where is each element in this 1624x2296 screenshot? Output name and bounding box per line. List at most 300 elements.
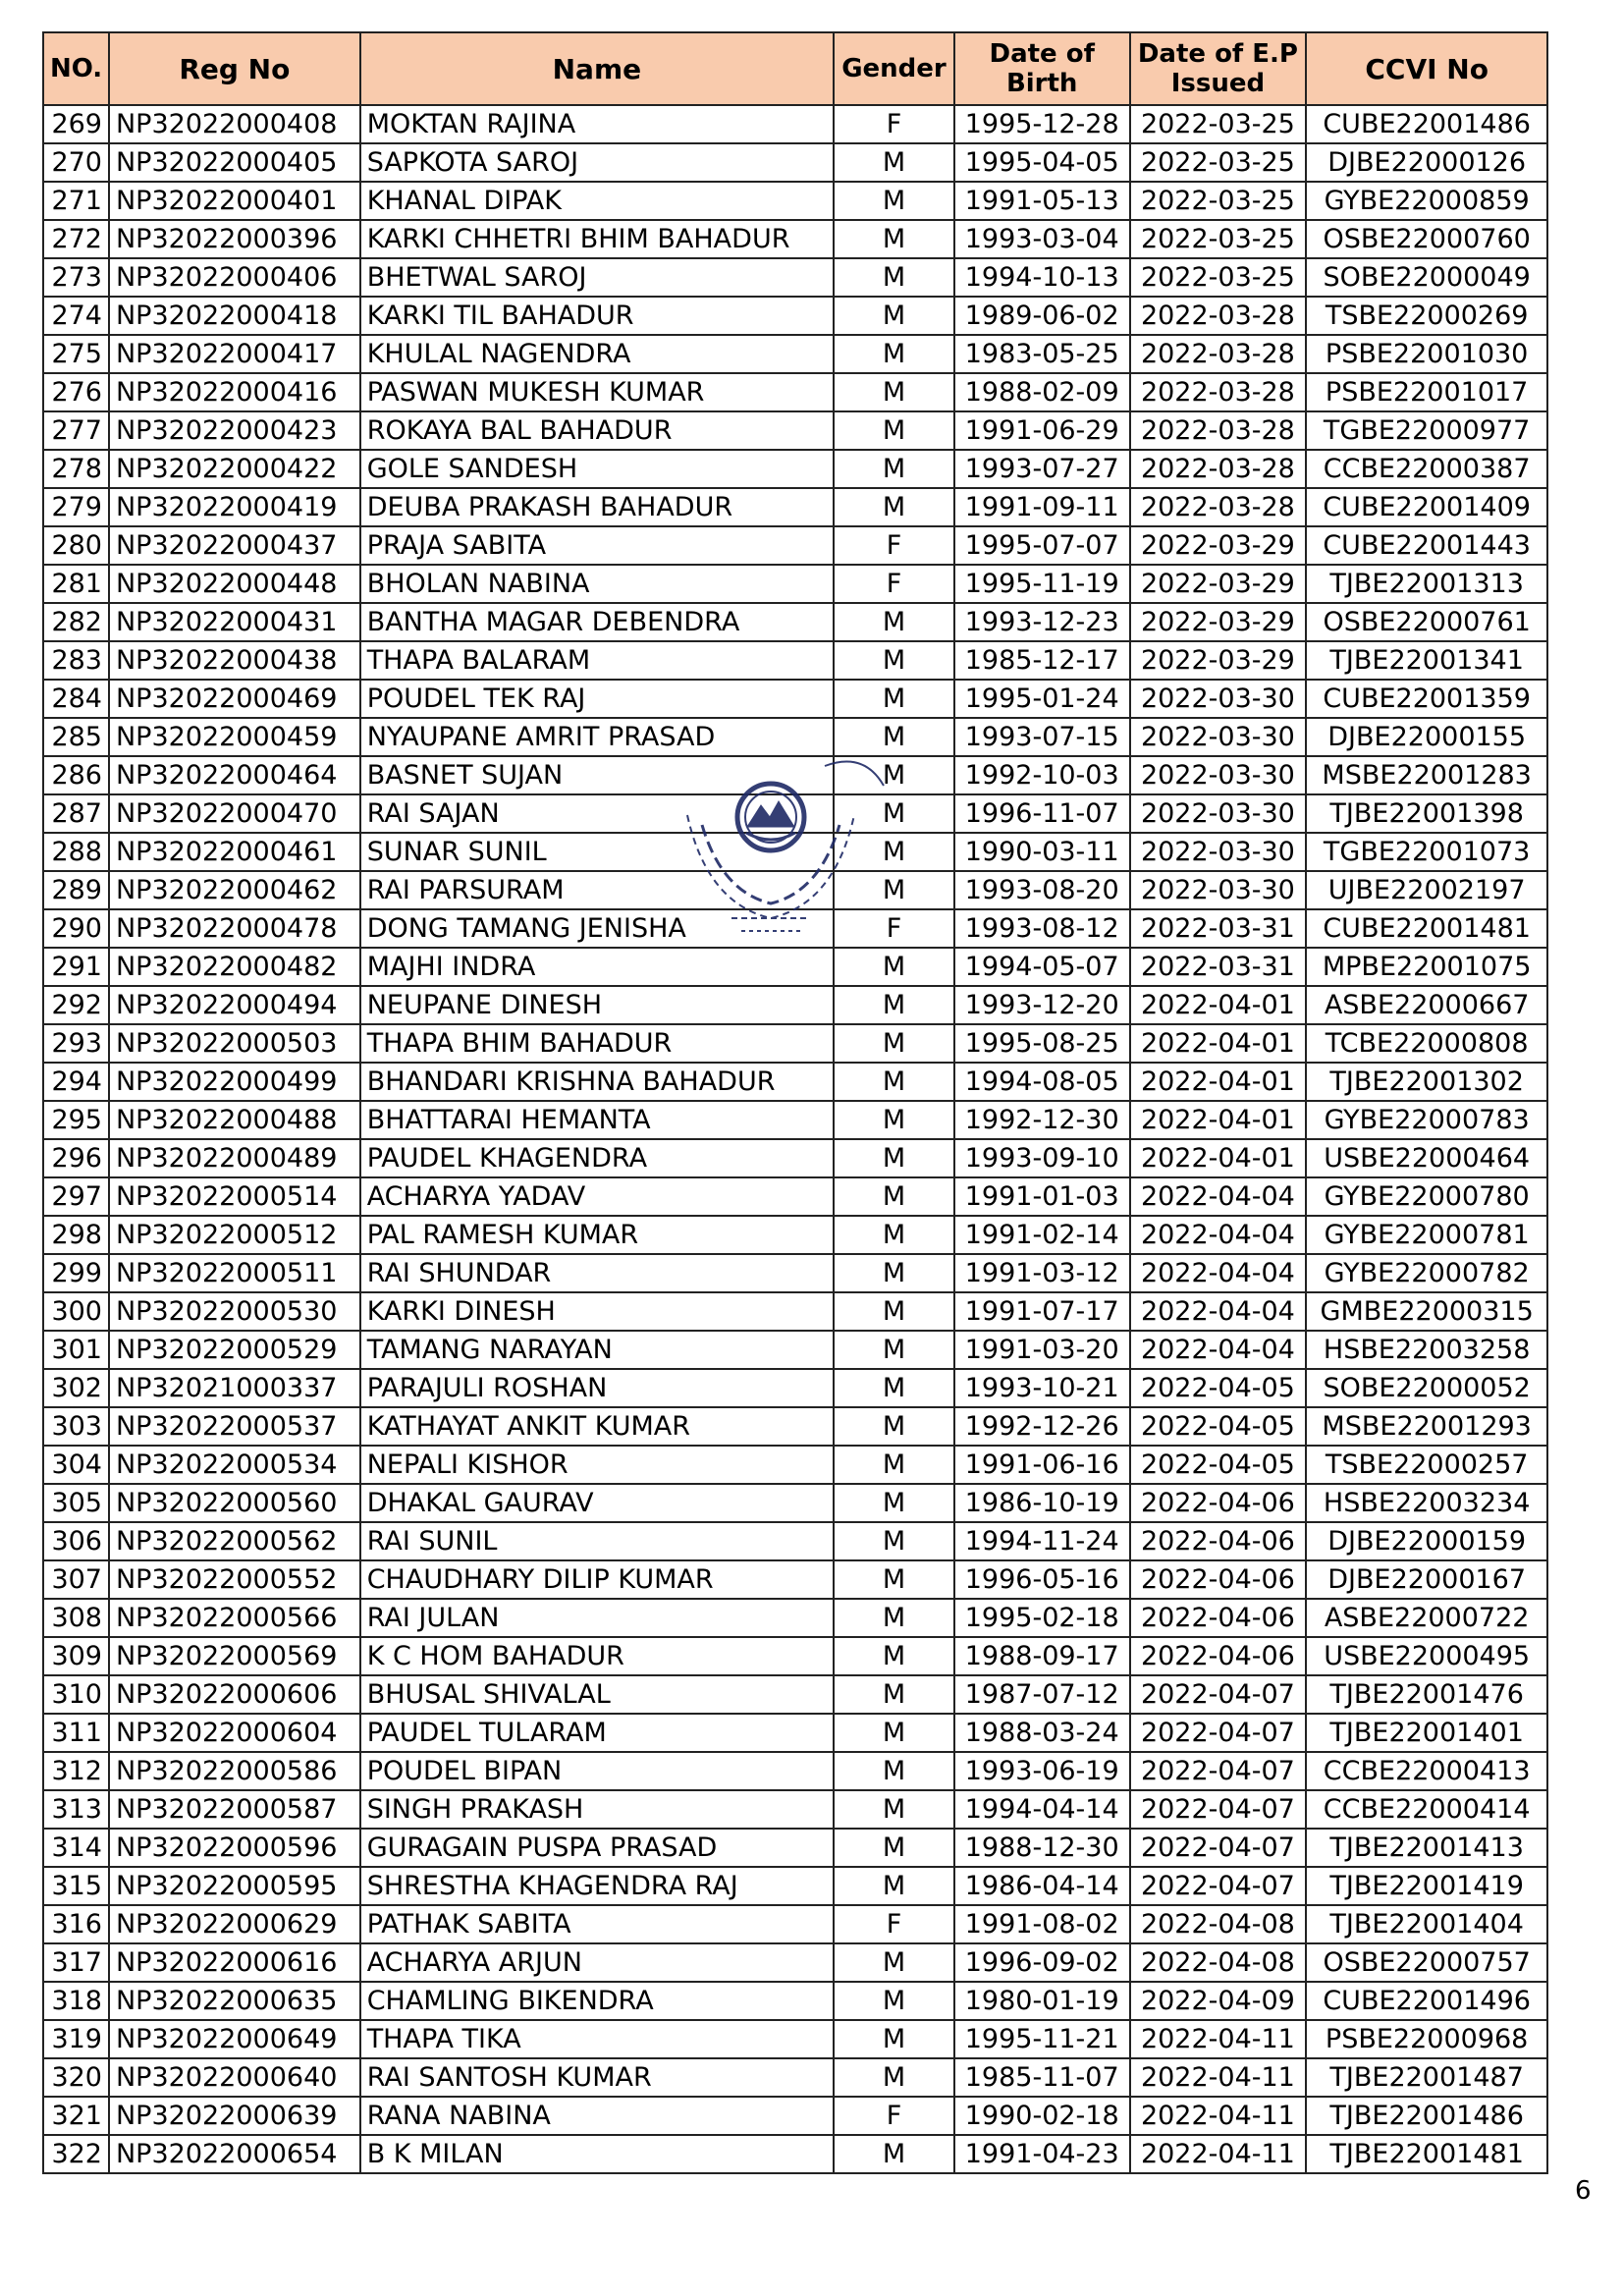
cell-gender: M bbox=[834, 794, 954, 833]
cell-ccvi-no: GYBE22000780 bbox=[1306, 1177, 1547, 1216]
cell-ccvi-no: GYBE22000783 bbox=[1306, 1101, 1547, 1139]
table-row bbox=[43, 220, 1547, 258]
cell-date-of-birth: 1986-10-19 bbox=[954, 1484, 1130, 1522]
header-ccvi-no: CCVI No bbox=[1306, 32, 1547, 105]
table-row bbox=[43, 1675, 1547, 1714]
cell-reg-no: NP32022000469 bbox=[109, 680, 360, 718]
table-row bbox=[43, 182, 1547, 220]
cell-date-ep-issued: 2022-04-07 bbox=[1130, 1752, 1307, 1790]
cell-gender: M bbox=[834, 1675, 954, 1714]
cell-name: RAI SHUNDAR bbox=[360, 1254, 834, 1292]
cell-reg-no: NP32022000416 bbox=[109, 373, 360, 411]
cell-row-no: 286 bbox=[43, 756, 109, 794]
cell-date-of-birth: 1988-03-24 bbox=[954, 1714, 1130, 1752]
table-row bbox=[43, 603, 1547, 641]
cell-name: BASNET SUJAN bbox=[360, 756, 834, 794]
cell-name: THAPA TIKA bbox=[360, 2020, 834, 2058]
header-gender: Gender bbox=[834, 32, 954, 105]
table-row bbox=[43, 335, 1547, 373]
cell-reg-no: NP32022000431 bbox=[109, 603, 360, 641]
table-row bbox=[43, 718, 1547, 756]
cell-date-ep-issued: 2022-04-01 bbox=[1130, 1139, 1307, 1177]
cell-date-of-birth: 1991-09-11 bbox=[954, 488, 1130, 526]
cell-gender: F bbox=[834, 526, 954, 565]
cell-name: RANA NABINA bbox=[360, 2097, 834, 2135]
cell-date-of-birth: 1993-10-21 bbox=[954, 1369, 1130, 1407]
cell-gender: M bbox=[834, 1637, 954, 1675]
table-row bbox=[43, 411, 1547, 450]
cell-gender: M bbox=[834, 1599, 954, 1637]
cell-row-no: 287 bbox=[43, 794, 109, 833]
cell-reg-no: NP32022000586 bbox=[109, 1752, 360, 1790]
cell-gender: M bbox=[834, 450, 954, 488]
cell-reg-no: NP32022000512 bbox=[109, 1216, 360, 1254]
cell-reg-no: NP32022000417 bbox=[109, 335, 360, 373]
cell-reg-no: NP32022000595 bbox=[109, 1867, 360, 1905]
table-row bbox=[43, 488, 1547, 526]
cell-ccvi-no: CUBE22001359 bbox=[1306, 680, 1547, 718]
table-row bbox=[43, 641, 1547, 680]
cell-name: GOLE SANDESH bbox=[360, 450, 834, 488]
table-row bbox=[43, 1216, 1547, 1254]
cell-name: DHAKAL GAURAV bbox=[360, 1484, 834, 1522]
cell-row-no: 292 bbox=[43, 986, 109, 1024]
cell-reg-no: NP32021000337 bbox=[109, 1369, 360, 1407]
cell-name: DEUBA PRAKASH BAHADUR bbox=[360, 488, 834, 526]
cell-row-no: 293 bbox=[43, 1024, 109, 1063]
cell-gender: F bbox=[834, 909, 954, 948]
table-row bbox=[43, 1063, 1547, 1101]
cell-name: KATHAYAT ANKIT KUMAR bbox=[360, 1407, 834, 1446]
cell-gender: M bbox=[834, 986, 954, 1024]
cell-gender: F bbox=[834, 105, 954, 143]
cell-reg-no: NP32022000459 bbox=[109, 718, 360, 756]
cell-reg-no: NP32022000635 bbox=[109, 1982, 360, 2020]
cell-name: THAPA BALARAM bbox=[360, 641, 834, 680]
cell-row-no: 305 bbox=[43, 1484, 109, 1522]
cell-name: BANTHA MAGAR DEBENDRA bbox=[360, 603, 834, 641]
cell-name: SUNAR SUNIL bbox=[360, 833, 834, 871]
cell-name: TAMANG NARAYAN bbox=[360, 1331, 834, 1369]
table-row bbox=[43, 258, 1547, 297]
cell-reg-no: NP32022000405 bbox=[109, 143, 360, 182]
table-row bbox=[43, 1024, 1547, 1063]
cell-row-no: 291 bbox=[43, 948, 109, 986]
cell-ccvi-no: TJBE22001413 bbox=[1306, 1829, 1547, 1867]
cell-ccvi-no: CCBE22000414 bbox=[1306, 1790, 1547, 1829]
table-row bbox=[43, 1177, 1547, 1216]
cell-ccvi-no: DJBE22000159 bbox=[1306, 1522, 1547, 1560]
cell-date-of-birth: 1987-07-12 bbox=[954, 1675, 1130, 1714]
cell-date-of-birth: 1980-01-19 bbox=[954, 1982, 1130, 2020]
cell-date-ep-issued: 2022-03-28 bbox=[1130, 335, 1307, 373]
cell-date-ep-issued: 2022-03-29 bbox=[1130, 641, 1307, 680]
cell-ccvi-no: MSBE22001283 bbox=[1306, 756, 1547, 794]
cell-row-no: 314 bbox=[43, 1829, 109, 1867]
cell-date-ep-issued: 2022-03-30 bbox=[1130, 756, 1307, 794]
cell-name: BHUSAL SHIVALAL bbox=[360, 1675, 834, 1714]
cell-name: KARKI CHHETRI BHIM BAHADUR bbox=[360, 220, 834, 258]
cell-date-ep-issued: 2022-03-30 bbox=[1130, 833, 1307, 871]
cell-reg-no: NP32022000534 bbox=[109, 1446, 360, 1484]
cell-gender: F bbox=[834, 565, 954, 603]
cell-name: PAL RAMESH KUMAR bbox=[360, 1216, 834, 1254]
cell-gender: M bbox=[834, 1982, 954, 2020]
cell-reg-no: NP32022000462 bbox=[109, 871, 360, 909]
page-number: 6 bbox=[1575, 2176, 1592, 2206]
cell-date-ep-issued: 2022-04-05 bbox=[1130, 1407, 1307, 1446]
cell-reg-no: NP32022000464 bbox=[109, 756, 360, 794]
cell-date-of-birth: 1995-07-07 bbox=[954, 526, 1130, 565]
cell-date-of-birth: 1983-05-25 bbox=[954, 335, 1130, 373]
cell-date-of-birth: 1995-01-24 bbox=[954, 680, 1130, 718]
cell-gender: M bbox=[834, 297, 954, 335]
cell-ccvi-no: TGBE22001073 bbox=[1306, 833, 1547, 871]
cell-name: KARKI TIL BAHADUR bbox=[360, 297, 834, 335]
cell-date-ep-issued: 2022-04-07 bbox=[1130, 1867, 1307, 1905]
cell-date-ep-issued: 2022-04-06 bbox=[1130, 1522, 1307, 1560]
cell-row-no: 275 bbox=[43, 335, 109, 373]
cell-row-no: 290 bbox=[43, 909, 109, 948]
cell-row-no: 288 bbox=[43, 833, 109, 871]
cell-reg-no: NP32022000629 bbox=[109, 1905, 360, 1943]
table-row bbox=[43, 1790, 1547, 1829]
cell-ccvi-no: ASBE22000667 bbox=[1306, 986, 1547, 1024]
cell-reg-no: NP32022000470 bbox=[109, 794, 360, 833]
cell-row-no: 285 bbox=[43, 718, 109, 756]
cell-date-ep-issued: 2022-03-25 bbox=[1130, 143, 1307, 182]
cell-date-of-birth: 1991-03-12 bbox=[954, 1254, 1130, 1292]
cell-reg-no: NP32022000448 bbox=[109, 565, 360, 603]
cell-reg-no: NP32022000560 bbox=[109, 1484, 360, 1522]
cell-reg-no: NP32022000418 bbox=[109, 297, 360, 335]
cell-date-ep-issued: 2022-04-04 bbox=[1130, 1254, 1307, 1292]
cell-date-ep-issued: 2022-04-07 bbox=[1130, 1675, 1307, 1714]
cell-gender: M bbox=[834, 1177, 954, 1216]
cell-date-ep-issued: 2022-04-05 bbox=[1130, 1369, 1307, 1407]
cell-gender: M bbox=[834, 335, 954, 373]
cell-gender: M bbox=[834, 1254, 954, 1292]
cell-date-of-birth: 1994-10-13 bbox=[954, 258, 1130, 297]
cell-date-of-birth: 1991-01-03 bbox=[954, 1177, 1130, 1216]
cell-name: SINGH PRAKASH bbox=[360, 1790, 834, 1829]
cell-date-of-birth: 1993-03-04 bbox=[954, 220, 1130, 258]
table-row bbox=[43, 1407, 1547, 1446]
cell-ccvi-no: DJBE22000155 bbox=[1306, 718, 1547, 756]
cell-gender: M bbox=[834, 1369, 954, 1407]
cell-reg-no: NP32022000569 bbox=[109, 1637, 360, 1675]
cell-gender: M bbox=[834, 871, 954, 909]
cell-date-of-birth: 1986-04-14 bbox=[954, 1867, 1130, 1905]
cell-ccvi-no: GMBE22000315 bbox=[1306, 1292, 1547, 1331]
cell-date-ep-issued: 2022-04-01 bbox=[1130, 1024, 1307, 1063]
cell-date-ep-issued: 2022-03-28 bbox=[1130, 297, 1307, 335]
cell-date-of-birth: 1988-02-09 bbox=[954, 373, 1130, 411]
table-row bbox=[43, 948, 1547, 986]
header-ep-line2: Issued bbox=[1170, 69, 1266, 98]
cell-date-of-birth: 1991-06-16 bbox=[954, 1446, 1130, 1484]
cell-date-ep-issued: 2022-04-06 bbox=[1130, 1560, 1307, 1599]
table-row bbox=[43, 986, 1547, 1024]
cell-gender: M bbox=[834, 1292, 954, 1331]
table-row bbox=[43, 450, 1547, 488]
cell-date-ep-issued: 2022-03-25 bbox=[1130, 105, 1307, 143]
cell-date-ep-issued: 2022-03-28 bbox=[1130, 488, 1307, 526]
cell-date-ep-issued: 2022-03-30 bbox=[1130, 680, 1307, 718]
cell-reg-no: NP32022000437 bbox=[109, 526, 360, 565]
cell-date-of-birth: 1988-12-30 bbox=[954, 1829, 1130, 1867]
cell-ccvi-no: TJBE22001486 bbox=[1306, 2097, 1547, 2135]
cell-date-ep-issued: 2022-03-31 bbox=[1130, 948, 1307, 986]
cell-ccvi-no: TJBE22001487 bbox=[1306, 2058, 1547, 2097]
table-row bbox=[43, 1599, 1547, 1637]
cell-date-of-birth: 1991-07-17 bbox=[954, 1292, 1130, 1331]
cell-row-no: 320 bbox=[43, 2058, 109, 2097]
cell-name: PAUDEL TULARAM bbox=[360, 1714, 834, 1752]
cell-row-no: 289 bbox=[43, 871, 109, 909]
cell-date-of-birth: 1985-11-07 bbox=[954, 2058, 1130, 2097]
cell-ccvi-no: CCBE22000413 bbox=[1306, 1752, 1547, 1790]
cell-date-ep-issued: 2022-04-05 bbox=[1130, 1446, 1307, 1484]
cell-row-no: 299 bbox=[43, 1254, 109, 1292]
table-row bbox=[43, 2135, 1547, 2173]
table-row bbox=[43, 297, 1547, 335]
cell-name: MAJHI INDRA bbox=[360, 948, 834, 986]
cell-gender: M bbox=[834, 1216, 954, 1254]
cell-gender: M bbox=[834, 1139, 954, 1177]
cell-reg-no: NP32022000530 bbox=[109, 1292, 360, 1331]
cell-row-no: 319 bbox=[43, 2020, 109, 2058]
cell-row-no: 269 bbox=[43, 105, 109, 143]
cell-gender: M bbox=[834, 1024, 954, 1063]
cell-date-ep-issued: 2022-04-06 bbox=[1130, 1484, 1307, 1522]
cell-gender: M bbox=[834, 2135, 954, 2173]
cell-ccvi-no: TJBE22001404 bbox=[1306, 1905, 1547, 1943]
cell-gender: M bbox=[834, 948, 954, 986]
cell-ccvi-no: GYBE22000781 bbox=[1306, 1216, 1547, 1254]
cell-name: KHANAL DIPAK bbox=[360, 182, 834, 220]
header-dob-line1: Date of bbox=[989, 39, 1095, 69]
cell-row-no: 298 bbox=[43, 1216, 109, 1254]
table-row bbox=[43, 1829, 1547, 1867]
cell-date-of-birth: 1992-12-30 bbox=[954, 1101, 1130, 1139]
cell-date-ep-issued: 2022-04-04 bbox=[1130, 1216, 1307, 1254]
table-row bbox=[43, 373, 1547, 411]
cell-name: KHULAL NAGENDRA bbox=[360, 335, 834, 373]
cell-gender: M bbox=[834, 1829, 954, 1867]
cell-reg-no: NP32022000419 bbox=[109, 488, 360, 526]
cell-row-no: 313 bbox=[43, 1790, 109, 1829]
cell-gender: M bbox=[834, 1446, 954, 1484]
cell-gender: M bbox=[834, 2020, 954, 2058]
cell-reg-no: NP32022000478 bbox=[109, 909, 360, 948]
cell-date-of-birth: 1995-04-05 bbox=[954, 143, 1130, 182]
cell-date-ep-issued: 2022-04-04 bbox=[1130, 1177, 1307, 1216]
cell-ccvi-no: UJBE22002197 bbox=[1306, 871, 1547, 909]
cell-name: NEUPANE DINESH bbox=[360, 986, 834, 1024]
cell-ccvi-no: TCBE22000808 bbox=[1306, 1024, 1547, 1063]
cell-ccvi-no: OSBE22000761 bbox=[1306, 603, 1547, 641]
header-dob-line2: Birth bbox=[1005, 69, 1078, 98]
cell-name: RAI SAJAN bbox=[360, 794, 834, 833]
table-row bbox=[43, 1522, 1547, 1560]
table-row bbox=[43, 2020, 1547, 2058]
table-row bbox=[43, 1943, 1547, 1982]
cell-date-ep-issued: 2022-03-25 bbox=[1130, 258, 1307, 297]
cell-row-no: 301 bbox=[43, 1331, 109, 1369]
cell-ccvi-no: ASBE22000722 bbox=[1306, 1599, 1547, 1637]
cell-name: SAPKOTA SAROJ bbox=[360, 143, 834, 182]
cell-row-no: 296 bbox=[43, 1139, 109, 1177]
cell-row-no: 300 bbox=[43, 1292, 109, 1331]
cell-reg-no: NP32022000511 bbox=[109, 1254, 360, 1292]
cell-ccvi-no: DJBE22000167 bbox=[1306, 1560, 1547, 1599]
cell-ccvi-no: OSBE22000760 bbox=[1306, 220, 1547, 258]
cell-reg-no: NP32022000616 bbox=[109, 1943, 360, 1982]
cell-gender: M bbox=[834, 373, 954, 411]
cell-reg-no: NP32022000552 bbox=[109, 1560, 360, 1599]
cell-reg-no: NP32022000562 bbox=[109, 1522, 360, 1560]
cell-row-no: 322 bbox=[43, 2135, 109, 2173]
cell-reg-no: NP32022000649 bbox=[109, 2020, 360, 2058]
cell-name: ACHARYA ARJUN bbox=[360, 1943, 834, 1982]
cell-name: THAPA BHIM BAHADUR bbox=[360, 1024, 834, 1063]
cell-date-ep-issued: 2022-03-30 bbox=[1130, 794, 1307, 833]
cell-date-ep-issued: 2022-03-29 bbox=[1130, 565, 1307, 603]
cell-row-no: 302 bbox=[43, 1369, 109, 1407]
cell-row-no: 278 bbox=[43, 450, 109, 488]
cell-date-of-birth: 1993-09-10 bbox=[954, 1139, 1130, 1177]
cell-row-no: 276 bbox=[43, 373, 109, 411]
cell-date-of-birth: 1991-03-20 bbox=[954, 1331, 1130, 1369]
cell-gender: M bbox=[834, 603, 954, 641]
cell-name: RAI JULAN bbox=[360, 1599, 834, 1637]
cell-date-of-birth: 1988-09-17 bbox=[954, 1637, 1130, 1675]
cell-gender: M bbox=[834, 641, 954, 680]
cell-date-of-birth: 1995-11-21 bbox=[954, 2020, 1130, 2058]
cell-row-no: 306 bbox=[43, 1522, 109, 1560]
cell-reg-no: NP32022000529 bbox=[109, 1331, 360, 1369]
cell-name: RAI PARSURAM bbox=[360, 871, 834, 909]
cell-date-of-birth: 1985-12-17 bbox=[954, 641, 1130, 680]
table-header-row bbox=[43, 32, 1547, 105]
cell-gender: M bbox=[834, 411, 954, 450]
cell-ccvi-no: GYBE22000859 bbox=[1306, 182, 1547, 220]
cell-ccvi-no: TJBE22001302 bbox=[1306, 1063, 1547, 1101]
cell-row-no: 294 bbox=[43, 1063, 109, 1101]
cell-date-of-birth: 1995-11-19 bbox=[954, 565, 1130, 603]
cell-ccvi-no: TSBE22000269 bbox=[1306, 297, 1547, 335]
cell-reg-no: NP32022000489 bbox=[109, 1139, 360, 1177]
cell-date-of-birth: 1993-06-19 bbox=[954, 1752, 1130, 1790]
cell-date-ep-issued: 2022-04-06 bbox=[1130, 1599, 1307, 1637]
cell-name: ROKAYA BAL BAHADUR bbox=[360, 411, 834, 450]
cell-row-no: 295 bbox=[43, 1101, 109, 1139]
cell-gender: M bbox=[834, 2058, 954, 2097]
cell-ccvi-no: TJBE22001476 bbox=[1306, 1675, 1547, 1714]
cell-gender: M bbox=[834, 220, 954, 258]
cell-row-no: 274 bbox=[43, 297, 109, 335]
cell-name: PASWAN MUKESH KUMAR bbox=[360, 373, 834, 411]
cell-gender: M bbox=[834, 1063, 954, 1101]
cell-ccvi-no: PSBE22001030 bbox=[1306, 335, 1547, 373]
cell-name: MOKTAN RAJINA bbox=[360, 105, 834, 143]
cell-date-ep-issued: 2022-04-08 bbox=[1130, 1905, 1307, 1943]
cell-gender: M bbox=[834, 488, 954, 526]
cell-reg-no: NP32022000396 bbox=[109, 220, 360, 258]
cell-date-ep-issued: 2022-03-28 bbox=[1130, 373, 1307, 411]
cell-date-of-birth: 1991-05-13 bbox=[954, 182, 1130, 220]
cell-gender: M bbox=[834, 1714, 954, 1752]
cell-gender: F bbox=[834, 2097, 954, 2135]
cell-row-no: 271 bbox=[43, 182, 109, 220]
cell-name: POUDEL TEK RAJ bbox=[360, 680, 834, 718]
table-row bbox=[43, 1139, 1547, 1177]
cell-name: PARAJULI ROSHAN bbox=[360, 1369, 834, 1407]
cell-ccvi-no: CUBE22001486 bbox=[1306, 105, 1547, 143]
cell-row-no: 281 bbox=[43, 565, 109, 603]
cell-name: BHOLAN NABINA bbox=[360, 565, 834, 603]
cell-reg-no: NP32022000499 bbox=[109, 1063, 360, 1101]
cell-ccvi-no: CUBE22001443 bbox=[1306, 526, 1547, 565]
table-row bbox=[43, 1292, 1547, 1331]
header-no: NO. bbox=[43, 32, 109, 105]
cell-date-ep-issued: 2022-03-25 bbox=[1130, 182, 1307, 220]
table-row bbox=[43, 1369, 1547, 1407]
cell-date-of-birth: 1995-08-25 bbox=[954, 1024, 1130, 1063]
cell-gender: M bbox=[834, 756, 954, 794]
cell-reg-no: NP32022000482 bbox=[109, 948, 360, 986]
cell-date-of-birth: 1993-12-23 bbox=[954, 603, 1130, 641]
cell-reg-no: NP32022000537 bbox=[109, 1407, 360, 1446]
cell-reg-no: NP32022000514 bbox=[109, 1177, 360, 1216]
cell-date-of-birth: 1995-02-18 bbox=[954, 1599, 1130, 1637]
cell-ccvi-no: TJBE22001481 bbox=[1306, 2135, 1547, 2173]
table-row bbox=[43, 1867, 1547, 1905]
cell-name: KARKI DINESH bbox=[360, 1292, 834, 1331]
cell-reg-no: NP32022000566 bbox=[109, 1599, 360, 1637]
cell-gender: M bbox=[834, 1331, 954, 1369]
cell-row-no: 310 bbox=[43, 1675, 109, 1714]
cell-gender: M bbox=[834, 1484, 954, 1522]
table-row bbox=[43, 1101, 1547, 1139]
cell-date-of-birth: 1995-12-28 bbox=[954, 105, 1130, 143]
cell-row-no: 273 bbox=[43, 258, 109, 297]
cell-row-no: 309 bbox=[43, 1637, 109, 1675]
cell-date-ep-issued: 2022-04-01 bbox=[1130, 1063, 1307, 1101]
cell-date-ep-issued: 2022-03-30 bbox=[1130, 718, 1307, 756]
cell-date-of-birth: 1994-08-05 bbox=[954, 1063, 1130, 1101]
table-row bbox=[43, 565, 1547, 603]
cell-ccvi-no: USBE22000464 bbox=[1306, 1139, 1547, 1177]
cell-date-of-birth: 1989-06-02 bbox=[954, 297, 1130, 335]
government-seal-stamp-icon bbox=[648, 756, 893, 943]
cell-date-of-birth: 1993-07-15 bbox=[954, 718, 1130, 756]
cell-date-of-birth: 1993-08-12 bbox=[954, 909, 1130, 948]
cell-name: DONG TAMANG JENISHA bbox=[360, 909, 834, 948]
cell-ccvi-no: PSBE22000968 bbox=[1306, 2020, 1547, 2058]
cell-date-ep-issued: 2022-03-28 bbox=[1130, 450, 1307, 488]
cell-date-ep-issued: 2022-03-30 bbox=[1130, 871, 1307, 909]
table-row bbox=[43, 1905, 1547, 1943]
cell-row-no: 307 bbox=[43, 1560, 109, 1599]
cell-ccvi-no: SOBE22000052 bbox=[1306, 1369, 1547, 1407]
cell-reg-no: NP32022000423 bbox=[109, 411, 360, 450]
cell-date-of-birth: 1993-07-27 bbox=[954, 450, 1130, 488]
cell-gender: M bbox=[834, 680, 954, 718]
cell-date-ep-issued: 2022-04-11 bbox=[1130, 2135, 1307, 2173]
cell-date-of-birth: 1994-05-07 bbox=[954, 948, 1130, 986]
